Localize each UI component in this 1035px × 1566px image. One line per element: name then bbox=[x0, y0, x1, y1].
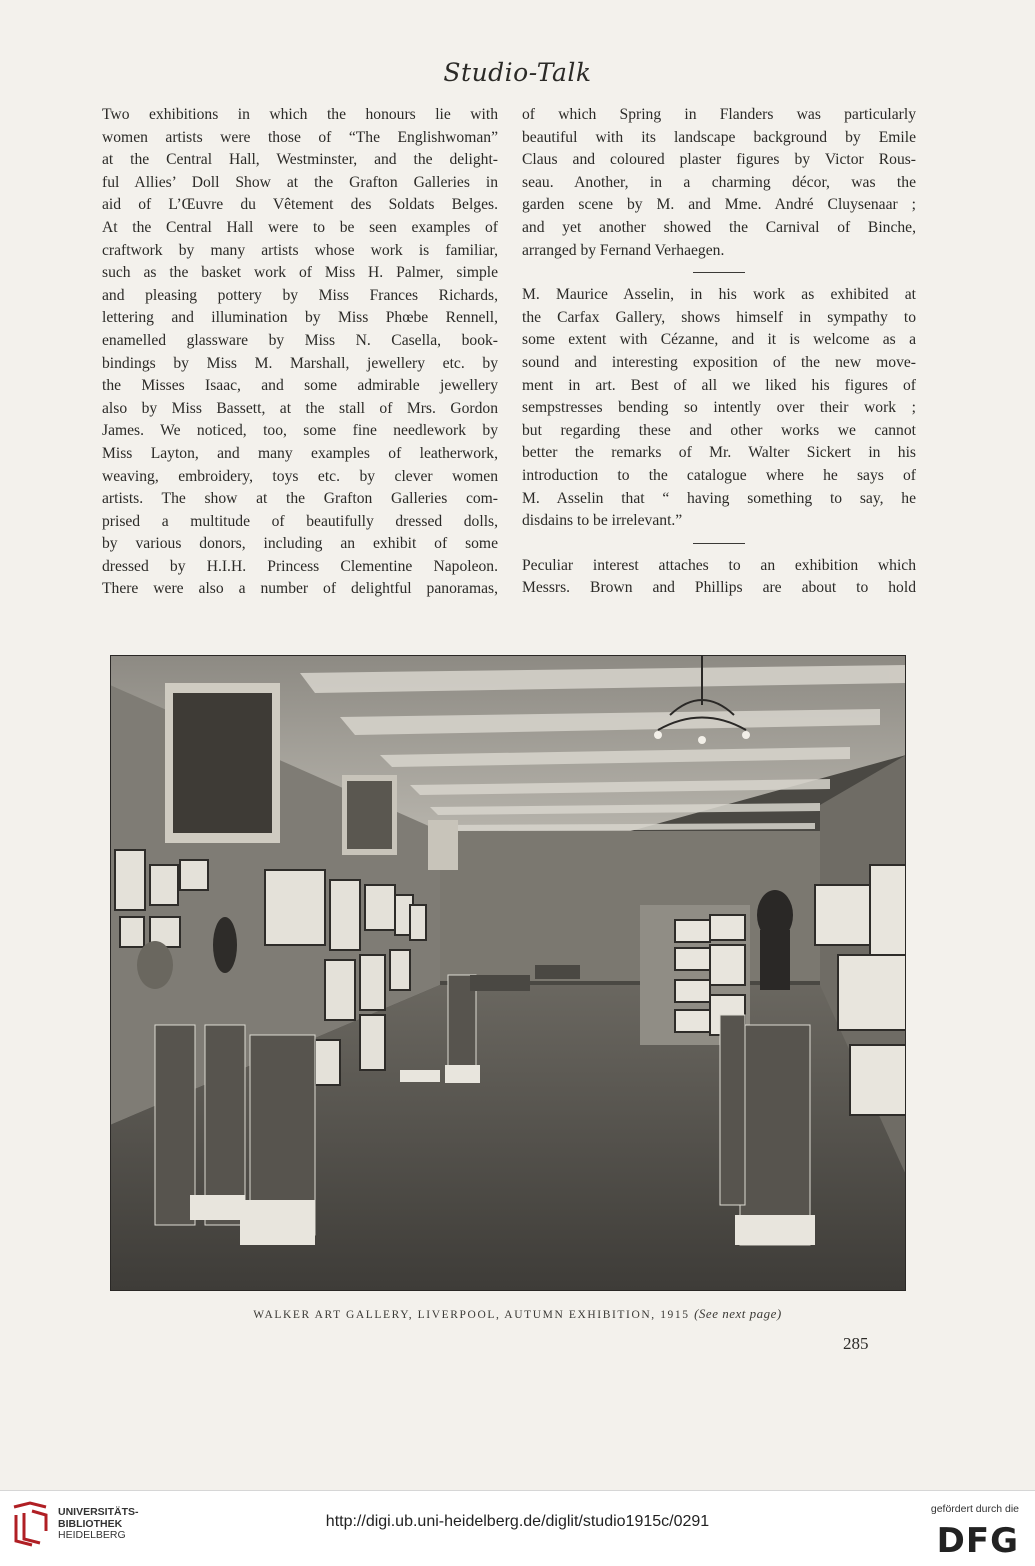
text-line: M. Asselin that “ having something to say, he bbox=[522, 489, 916, 507]
text-line: by various donors, including an exhibit of some bbox=[102, 535, 498, 553]
library-line-2: BIBLIOTHEK bbox=[58, 1517, 123, 1530]
caption-note: (See next page) bbox=[694, 1306, 782, 1321]
text-line: garden scene by M. and Mme. André Cluysenaar ; bbox=[522, 196, 916, 214]
page-number: 285 bbox=[843, 1334, 869, 1353]
text-line: weaving, embroidery, toys etc. by clever women bbox=[102, 467, 498, 485]
right-column bbox=[522, 104, 916, 600]
text-line: seau. Another, in a charming décor, was the bbox=[522, 173, 916, 191]
dfg-logo[interactable]: DFG bbox=[936, 1521, 1019, 1561]
text-line: the Carfax Gallery, shows himself in sympathy to bbox=[522, 308, 916, 326]
text-line: enamelled glassware by Miss N. Casella, book- bbox=[102, 331, 498, 349]
text-line: some extent with Cézanne, and it is welcome as a bbox=[522, 331, 916, 349]
text-line: Peculiar interest attaches to an exhibition which bbox=[522, 556, 916, 574]
text-line: but regarding these and other works we cannot bbox=[522, 421, 916, 439]
photo-caption bbox=[0, 1306, 1035, 1322]
text-line: sound and interesting exposition of the new move- bbox=[522, 353, 916, 371]
text-line: disdains to be irrelevant.” bbox=[522, 512, 683, 530]
text-line: dressed by H.I.H. Princess Clementine Napoleon. bbox=[102, 557, 498, 575]
text-line: Two exhibitions in which the honours lie with bbox=[102, 106, 498, 123]
text-line: the Misses Isaac, and some admirable jewellery bbox=[102, 377, 498, 395]
text-line: bindings by Miss M. Marshall, jewellery etc. by bbox=[102, 354, 498, 372]
text-line: sempstresses bending so intently over their work ; bbox=[522, 399, 916, 417]
text-line: Miss Layton, and many examples of leatherwork, bbox=[102, 444, 498, 462]
running-head: Studio-Talk bbox=[443, 58, 592, 87]
text-line: aid of L’Œuvre du Vêtement des Soldats Belges. bbox=[102, 196, 498, 214]
text-line: artists. The show at the Grafton Galleries com- bbox=[102, 490, 498, 508]
text-line: such as the basket work of Miss H. Palmer, simple bbox=[102, 264, 498, 282]
text-line: beautiful with its landscape background by Emile bbox=[522, 128, 916, 146]
text-line: and pleasing pottery by Miss Frances Richards, bbox=[102, 286, 498, 304]
section-divider bbox=[693, 272, 745, 273]
text-line: James. We noticed, too, some fine needlework by bbox=[102, 422, 498, 440]
funder-label: gefördert durch die bbox=[930, 1503, 1019, 1515]
left-column bbox=[102, 104, 498, 601]
gallery-photograph bbox=[110, 655, 906, 1291]
text-line: At the Central Hall were to be seen examples of bbox=[102, 218, 498, 236]
text-line: and yet another showed the Carnival of Binche, bbox=[522, 218, 916, 236]
library-line-3: HEIDELBERG bbox=[58, 1529, 126, 1541]
text-line: arranged by Fernand Verhaegen. bbox=[522, 241, 725, 259]
text-line: of which Spring in Flanders was particularly bbox=[522, 106, 916, 123]
text-line: craftwork by many artists whose work is familiar, bbox=[102, 241, 498, 259]
section-divider bbox=[693, 543, 745, 544]
text-line: at the Central Hall, Westminster, and the delight- bbox=[102, 151, 498, 169]
text-line: M. Maurice Asselin, in his work as exhibited at bbox=[522, 286, 916, 304]
text-line: There were also a number of delightful panoramas, bbox=[102, 580, 498, 598]
text-line: Claus and coloured plaster figures by Victor Rous- bbox=[522, 151, 916, 169]
permalink-url[interactable]: http://digi.ub.uni-heidelberg.de/diglit/studio1915c/0291 bbox=[325, 1513, 710, 1530]
text-line: introduction to the catalogue where he says of bbox=[522, 466, 916, 484]
text-line: Messrs. Brown and Phillips are about to hold bbox=[522, 579, 916, 597]
text-line: women artists were those of “The Englishwoman” bbox=[102, 128, 498, 146]
library-line-1: UNIVERSITÄTS- bbox=[58, 1506, 139, 1518]
text-line: also by Miss Bassett, at the stall of Mrs. Gordon bbox=[102, 399, 498, 417]
text-line: lettering and illumination by Miss Phœbe Rennell, bbox=[102, 309, 498, 327]
text-line: ful Allies’ Doll Show at the Grafton Galleries in bbox=[102, 173, 498, 191]
viewer-footer bbox=[0, 1490, 1035, 1566]
text-line: better the remarks of Mr. Walter Sickert in his bbox=[522, 444, 916, 462]
caption-main: WALKER ART GALLERY, LIVERPOOL, AUTUMN EXHIBITION, 1915 bbox=[253, 1309, 690, 1321]
text-line: ment in art. Best of all we liked his figures of bbox=[522, 376, 916, 394]
text-line: prised a multitude of beautifully dressed dolls, bbox=[102, 512, 498, 530]
